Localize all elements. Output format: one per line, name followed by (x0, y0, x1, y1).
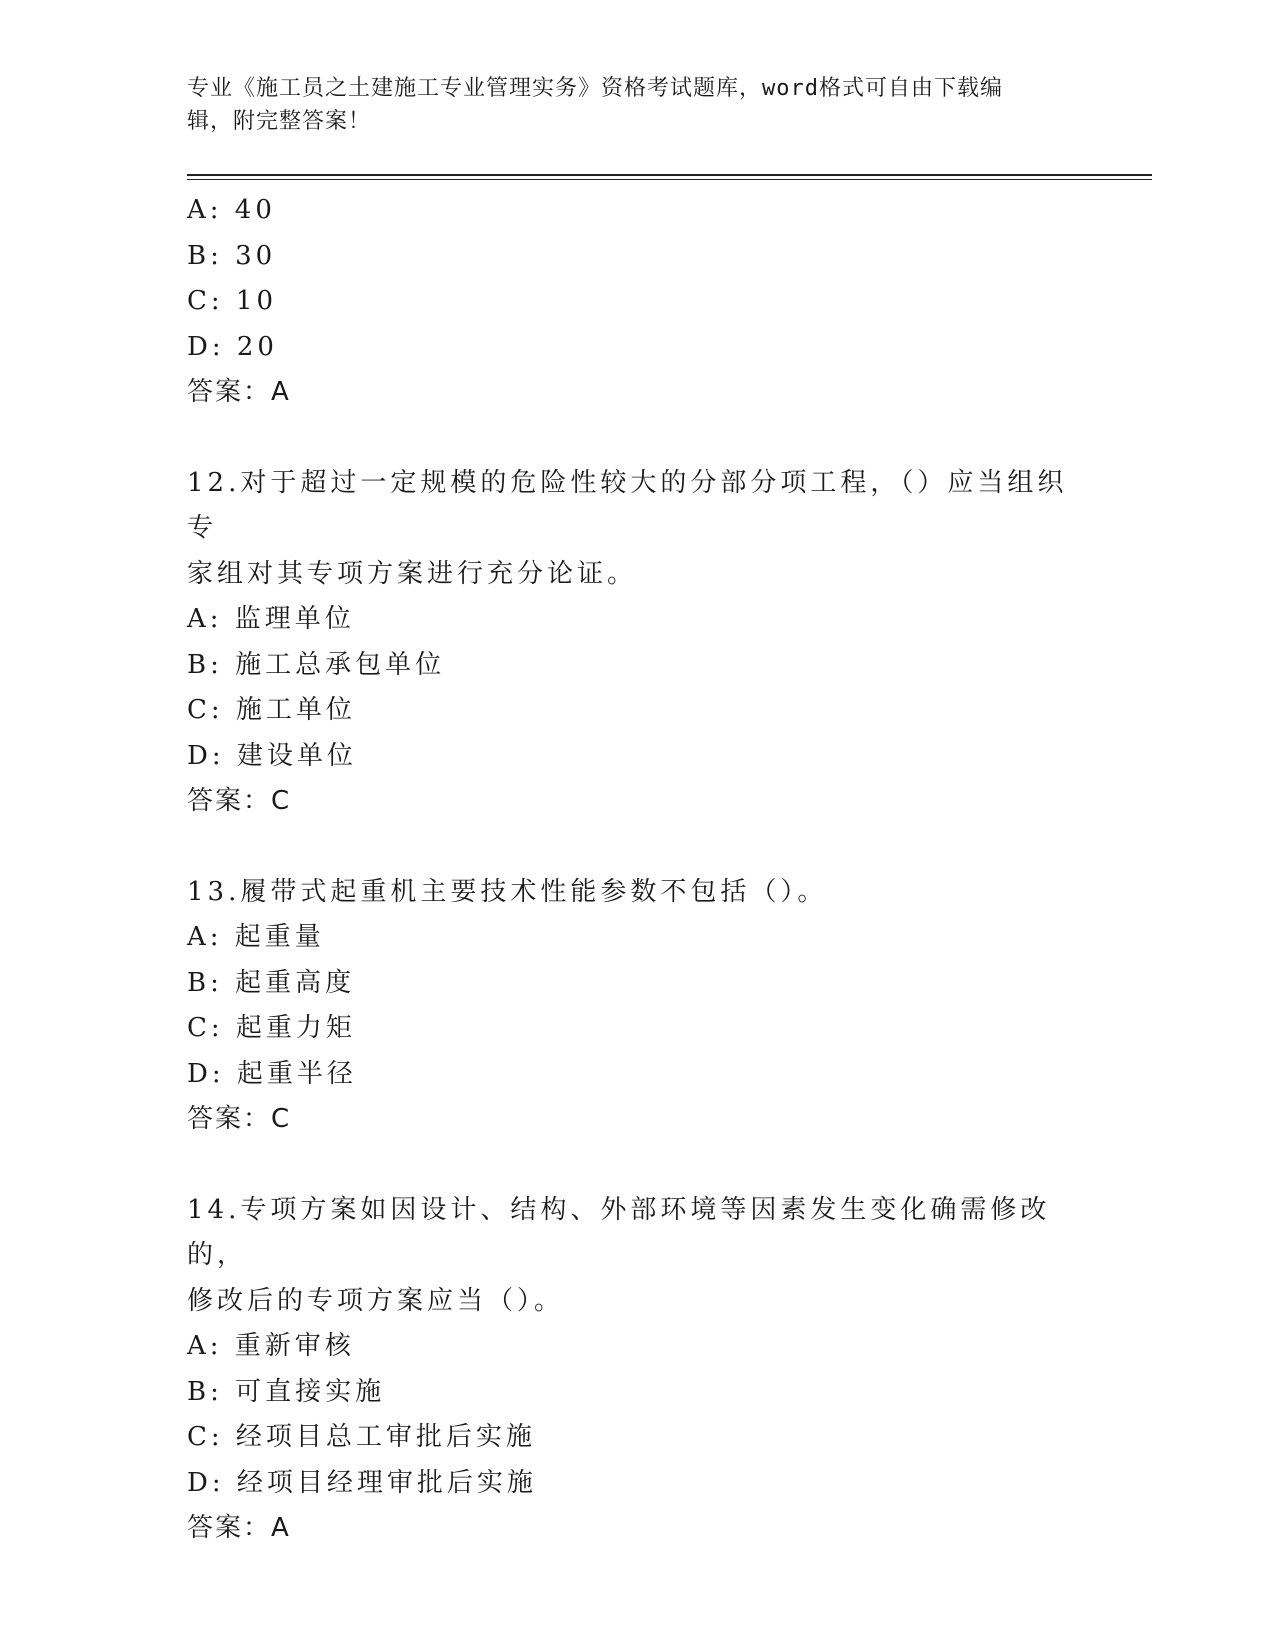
answer-line: 答案：C (187, 1104, 292, 1134)
answer-line: 答案：C (187, 786, 292, 816)
document-page (187, 72, 1152, 1552)
option-b: B: 30 (187, 240, 277, 271)
question-12 (187, 461, 1152, 825)
question-11-tail (187, 188, 1152, 416)
question-text (187, 1188, 1087, 1325)
question-text (187, 461, 1087, 598)
option-b: B: 施工总承包单位 (187, 649, 446, 680)
option-c: C: 起重力矩 (187, 1013, 356, 1043)
option-c: C: 经项目总工审批后实施 (187, 1422, 536, 1452)
option-b: B: 可直接实施 (187, 1376, 386, 1407)
option-c: C: 10 (187, 286, 278, 316)
header-line-1: 专业《施工员之土建施工专业管理实务》资格考试题库，word格式可自由下载编 (187, 76, 1003, 101)
option-b: B: 起重高度 (187, 967, 356, 998)
question-text-line-1: 13.履带式起重机主要技术性能参数不包括（）。 (187, 876, 828, 907)
question-text (187, 870, 1087, 916)
option-d: D: 经项目经理审批后实施 (187, 1467, 537, 1498)
document-header (187, 72, 1067, 138)
option-a: A: 监理单位 (187, 604, 355, 634)
option-a: A: 起重量 (187, 922, 325, 952)
option-a: A: 40 (187, 195, 276, 225)
answer-line: 答案：A (187, 377, 291, 407)
question-text-line-2: 家组对其专项方案进行充分论证。 (187, 558, 638, 589)
answer-line: 答案：A (187, 1513, 291, 1543)
question-text-line-2: 修改后的专项方案应当（）。 (187, 1285, 565, 1316)
option-c: C: 施工单位 (187, 695, 356, 725)
question-text-line-1: 14.专项方案如因设计、结构、外部环境等因素发生变化确需修改的， (187, 1194, 1051, 1270)
option-d: D: 起重半径 (187, 1058, 357, 1089)
question-14 (187, 1188, 1152, 1552)
header-line-2: 辑，附完整答案！ (187, 109, 372, 134)
option-d: D: 20 (187, 331, 278, 362)
question-13 (187, 870, 1152, 1143)
option-a: A: 重新审核 (187, 1331, 355, 1361)
option-d: D: 建设单位 (187, 740, 357, 771)
header-divider (187, 174, 1152, 180)
question-list (187, 188, 1152, 1552)
question-text-line-1: 12.对于超过一定规模的危险性较大的分部分项工程，（）应当组织专 (187, 467, 1068, 543)
